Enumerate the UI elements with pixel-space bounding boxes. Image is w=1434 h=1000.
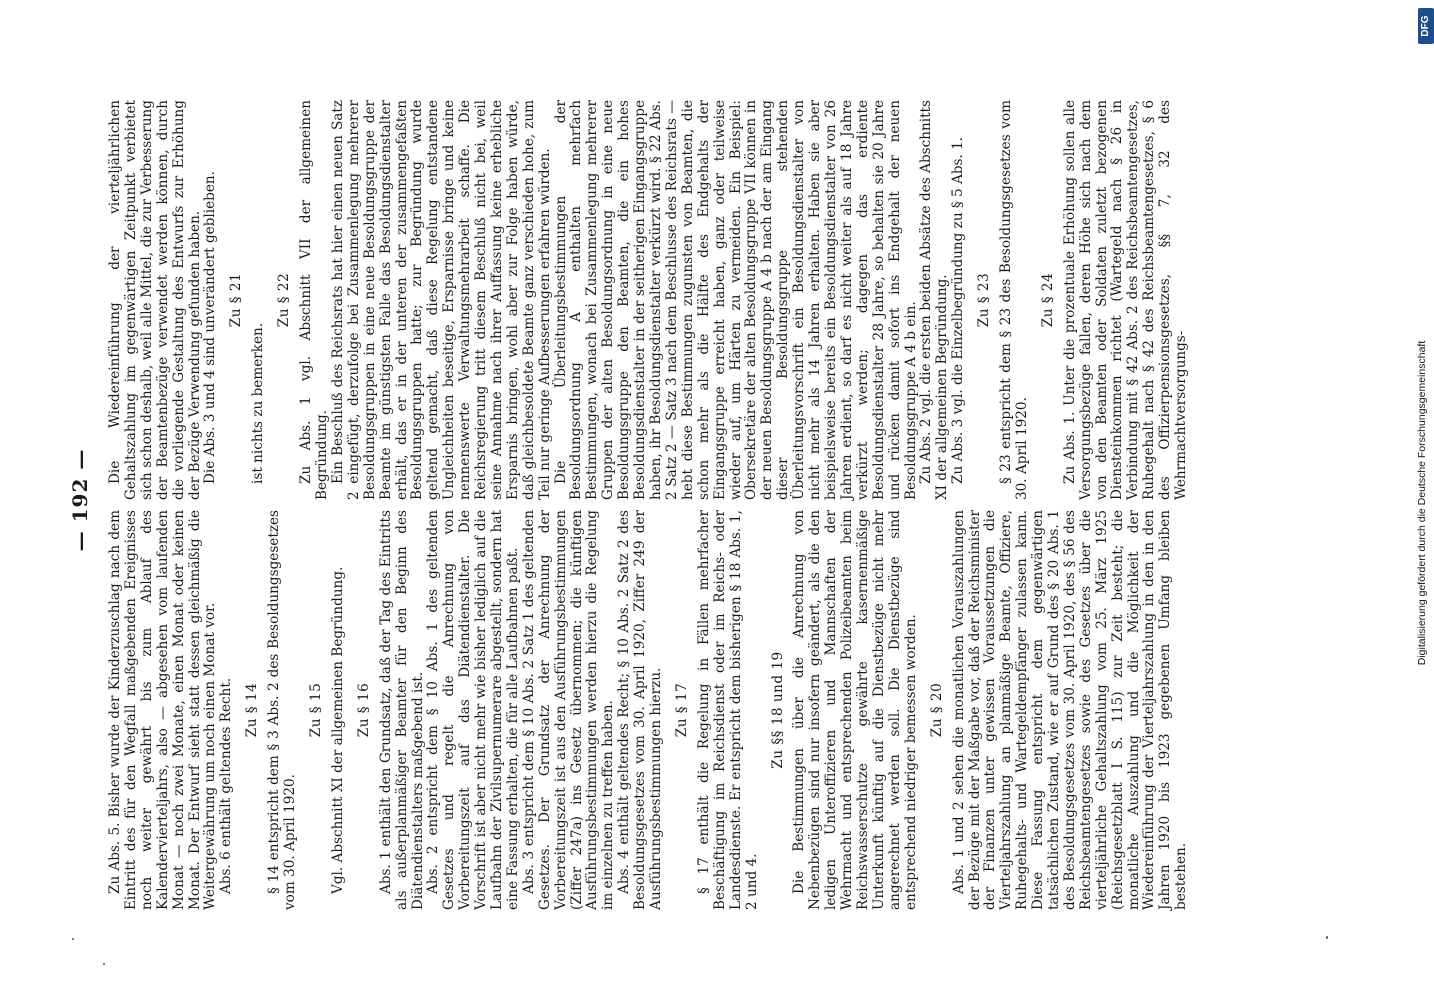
credit-text: Digitalisierung gefördert durch die Deutsche Forschungsgemeinschaft — [1416, 340, 1428, 666]
section-heading: Zu § 23 — [976, 272, 993, 328]
section-heading: Zu § 14 — [244, 682, 261, 738]
section-heading: Zu § 24 — [1039, 272, 1056, 328]
paragraph: Vgl. Abschnitt XI der allgemeinen Begründung. — [329, 566, 346, 894]
paragraph: Die Wiedereinführung der vierteljährlichen Gehaltszahlung im gegenwärtigen Zeitpunkt verbietet sich schon deshalb, weil alle Mittel, die zur Verbesserung der Beamtenbezüge verwendet werden können, durch die vorliegende Gestaltung des Entwurfs zur Erhöhung der Bezüge Verwendung gefunden haben. — [107, 100, 203, 500]
paragraph: § 23 entspricht dem § 23 des Besoldungsgesetzes vom 30. April 1920. — [998, 100, 1030, 500]
section-heading: Zu §§ 18 und 19 — [769, 651, 786, 769]
paragraph: Zu Abs. 3 vgl. die Einzelbegründung zu § 5 Abs. 1. — [950, 136, 967, 484]
section-heading: Zu § 20 — [928, 682, 945, 738]
paragraph: § 17 enthält die Regelung in Fällen mehrfacher Beschäftigung im Reichsdienst oder im Reichs- oder Landesdienste. Er entspricht dem bisherigen § 18 Abs. 1, 2 und 4. — [695, 510, 760, 910]
scan-speck — [72, 938, 74, 940]
scan-speck — [1326, 936, 1328, 939]
paragraph: Zu Abs. 5. Bisher wurde der Kinderzuschlag nach dem Eintritt des für den Wegfall maßgebenden Ereignisses noch weiter gewährt bis zum Ablauf des Kalendervierteljahrs, also — abgesehen vom laufenden Monat — noch zwei Monate, einen Monat oder keinen Monat. Der Entwurf sieht statt dessen gleichmäßig die Weitergewährung um noch einen Monat vor. — [107, 510, 219, 910]
paragraph: Abs. 1 und 2 sehen die monatlichen Vorauszahlungen der Bezüge mit der Maßgabe vor, daß der Reichsminister der Finanzen unter gewissen Voraussetzungen die Vierteljahrszahlung an planmäßige Beamte, Offiziere, Ruhegehalts- und Wartegeldempfänger zulassen kann. Diese Fassung entspricht dem gegenwärtigen tatsächlichen Zustand, wie er auf Grund des § 20 Abs. 1 des Besoldungsgesetzes vom 30. April 1920, des § 56 des Reichsbeamtengesetzes sowie des Gesetzes über die vierteljährliche Gehaltszahlung vom 25. März 1925 (Reichsgesetzblatt I S. 115) zur Zeit besteht; die monatliche Auszahlung und die Möglichkeit der Wiedereinführung der Vierteljahrszahlung in den in den Jahren 1920 bis 1923 gegebenen Umfang bleiben bestehen. — [950, 510, 1190, 910]
scan-speck — [103, 963, 105, 965]
page-number: — 192 — — [68, 448, 92, 552]
section-heading: Zu § 17 — [674, 682, 690, 738]
paragraph: Abs. 3 entspricht dem § 10 Abs. 2 Satz 1 des geltenden Gesetzes. Der Grundsatz der Anrechnung der Vorbereitungszeit ist aus den Ausführungsbestimmungen (Ziffer 247a) ins Gesetz übernommen; die künftigen Ausführungsbestimmungen werden hierzu die Regelung im einzelnen zu treffen haben. — [520, 510, 617, 910]
paragraph: Abs. 2 entspricht dem § 10 Abs. 1 des geltenden Gesetzes und regelt die Anrechnung von Vorbereitungszeit auf das Diätendienstalter. Die Vorschrift ist aber nicht mehr wie bisher lediglich auf die Laufbahn der Zivilsupernumerare abgestellt, sondern hat eine Fassung erhalten, die für alle Laufbahnen paßt. — [425, 510, 521, 910]
left-column — [108, 510, 1190, 910]
paragraph: Abs. 1 enthält den Grundsatz, daß der Tag des Eintritts als außerplanmäßiger Beamter für den Beginn des Diätendienstalters maßgebend ist. — [377, 510, 426, 910]
paragraph: § 14 entspricht dem § 3 Abs. 2 des Besoldungsgesetzes vom 30. April 1920. — [266, 510, 299, 910]
right-column — [108, 100, 1190, 500]
section-heading: Zu § 16 — [355, 682, 372, 738]
section-heading: Zu § 21 — [228, 272, 245, 328]
paragraph: Zu Abs. 1. Unter die prozentuale Erhöhung sollen alle Versorgungsbezüge fallen, deren Höhe sich nach dem von den Beamten oder Soldaten zuletzt bezogenen Diensteinkommen richtet (Wartegeld nach § 26 in Verbindung mit § 42 Abs. 2 des Reichsbeamtengesetzes, Ruhegehalt nach § 42 des Reichsbeamtengesetzes, § 6 des Offizierpensionsgesetzes, §§ 7, 32 des Wehrmachtversorgungs- — [1061, 100, 1190, 500]
paragraph: Die Abs. 3 und 4 sind unverändert geblieben. — [202, 171, 219, 484]
section-heading: Zu § 15 — [307, 682, 324, 738]
paragraph: Abs. 6 enthält geltendes Recht. — [218, 677, 235, 894]
digitization-credit — [1412, 8, 1432, 998]
paragraph: Abs. 4 enthält geltendes Recht; § 10 Abs. 2 Satz 2 des Besoldungsgesetzes vom 30. April 1920, Ziffer 249 der Ausführungsbestimmungen hierzu. — [616, 510, 665, 910]
dfg-logo: DFG — [1418, 8, 1434, 44]
paragraph: Die Überleitungsbestimmungen der Besoldungsordnung A enthalten mehrfach Bestimmungen, wonach bei Zusammenlegung mehrerer Gruppen der alten Besoldungsordnung in eine neue Besoldungsgruppe den Beamten, die ein hohes Besoldungsdienstalter in der seitherigen Eingangsgruppe haben, ihr Besoldungsdienstalter verkürzt wird. § 22 Abs. 2 Satz 2 — Satz 3 nach dem Beschlusse des Reichsrats — hebt diese Bestimmungen zugunsten von Beamten, die schon mehr als die Hälfte des Endgehalts der Eingangsgruppe erreicht haben, ganz oder teilweise wieder auf, um Härten zu vermeiden. Ein Beispiel: Obersekretäre der alten Besoldungsgruppe VII können in der neuen Besoldungsgruppe A 4 b nach der am Eingang dieser Besoldungsgruppe stehenden Überleitungsvorschrift ein Besoldungsdienstalter von nicht mehr als 14 Jahren erhalten. Haben sie aber beispielsweise bereits ein Besoldungsdienstalter von 26 Jahren erdient, so darf es nicht weiter als auf 18 Jahre verkürzt werden; dagegen das erdiente Besoldungsdienstalter 28 Jahre, so behalten sie 20 Jahre und rücken damit sofort ins Endgehalt der neuen Besoldungsgruppe A 4 b ein. — [552, 100, 919, 500]
section-heading: Zu § 22 — [276, 272, 293, 328]
paragraph: ist nichts zu bemerken. — [250, 322, 267, 484]
paragraph: Die Bestimmungen über die Anrechnung von Nebenbezügen sind nur insofern geändert, als die den ledigen Unteroffizieren und Mannschaften der Wehrmacht und entsprechenden Polizeibeamten beim Reichswasserschutze gewährte kasernenmäßige Unterkunft künftig auf die Dienstbezüge nicht mehr angerechnet werden soll. Die Dienstbezüge sind entsprechend niedriger bemessen worden. — [791, 510, 919, 910]
paragraph: Zu Abs. 1 vgl. Abschnitt VII der allgemeinen Begründung. — [298, 100, 330, 500]
paragraph: Ein Beschluß des Reichsrats hat hier einen neuen Satz 2 eingefügt, derzufolge bei Zusammenlegung mehrerer Besoldungsgruppen in eine neue Besoldungsgruppe der Beamte im günstigsten Falle das Besoldungsdienstalter erhält, das er in der unteren der zusammengefaßten Besoldungsgruppen hatte; zur Begründung wurde geltend gemacht, daß diese Regelung entstandene Ungleichheiten beseitige, Ersparnisse bringe und keine nennenswerte Verwaltungsmehrarbeit schaffe. Die Reichsregierung tritt diesem Beschluß nicht bei, weil seine Annahme nach ihrer Auffassung keine erhebliche Ersparnis bringen, wohl aber zur Folge haben würde, daß gleichbesoldete Beamte ganz verschieden hohe, zum Teil nur geringe Aufbesserungen erfahren würden. — [329, 100, 553, 500]
paragraph: Zu Abs. 2 vgl. die ersten beiden Absätze des Abschnitts XI der allgemeinen Begründung. — [918, 100, 951, 500]
